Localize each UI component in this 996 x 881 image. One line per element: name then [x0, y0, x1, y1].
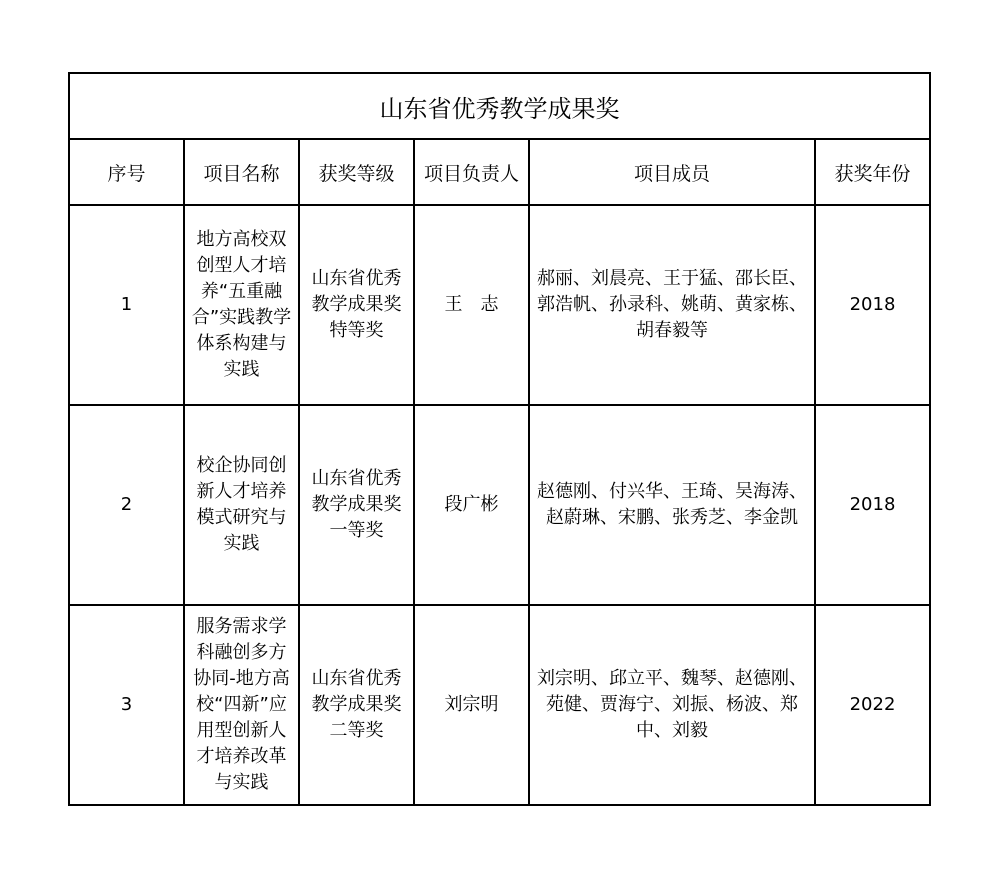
row-members: [529, 205, 815, 405]
row-project-name-text: 地方高校双创型人才培养“五重融合”实践教学体系构建与实践: [191, 229, 292, 380]
title-row: [69, 73, 930, 139]
row-year: 2022: [815, 605, 930, 805]
row-index: 3: [69, 605, 184, 805]
row-members: [529, 605, 815, 805]
table-row: [69, 605, 930, 805]
table-row: [69, 405, 930, 605]
row-members-text: 刘宗明、邱立平、魏琴、赵德刚、苑健、贾海宁、刘振、杨波、郑中、刘毅: [537, 668, 807, 741]
table-row: [69, 205, 930, 405]
row-leader: 刘宗明: [414, 605, 529, 805]
row-members-text: 郝丽、刘晨亮、王于猛、邵长臣、郭浩帆、孙录科、姚萌、黄家栋、胡春毅等: [537, 268, 807, 341]
row-project-name-text: 服务需求学科融创多方协同-地方高校“四新”应用型创新人才培养改革与实践: [193, 616, 290, 793]
header-row: [69, 139, 930, 205]
row-members-text: 赵德刚、付兴华、王琦、吴海涛、赵蔚琳、宋鹏、张秀芝、李金凯: [537, 481, 807, 528]
header-leader: 项目负责人: [414, 139, 529, 205]
header-year: 获奖年份: [815, 139, 930, 205]
row-award-level: [299, 405, 414, 605]
row-index: 1: [69, 205, 184, 405]
header-level: 获奖等级: [299, 139, 414, 205]
row-leader: 王 志: [414, 205, 529, 405]
row-project-name-clip: [185, 607, 298, 803]
table-title: 山东省优秀教学成果奖: [69, 73, 930, 139]
header-index: 序号: [69, 139, 184, 205]
row-project-name: [184, 405, 299, 605]
header-name: 项目名称: [184, 139, 299, 205]
row-project-name-text: 校企协同创新人才培养模式研究与实践: [196, 455, 287, 554]
row-project-name: [184, 205, 299, 405]
row-award-level: [299, 205, 414, 405]
row-leader: 段广彬: [414, 405, 529, 605]
row-award-level-text: 山东省优秀教学成果奖一等奖: [311, 468, 402, 541]
row-project-name: [184, 605, 299, 805]
row-award-level-text: 山东省优秀教学成果奖二等奖: [311, 668, 402, 741]
row-award-level: [299, 605, 414, 805]
row-index: 2: [69, 405, 184, 605]
row-year: 2018: [815, 205, 930, 405]
row-year: 2018: [815, 405, 930, 605]
row-award-level-text: 山东省优秀教学成果奖特等奖: [311, 268, 402, 341]
awards-table: [68, 72, 931, 806]
header-members: 项目成员: [529, 139, 815, 205]
row-members: [529, 405, 815, 605]
